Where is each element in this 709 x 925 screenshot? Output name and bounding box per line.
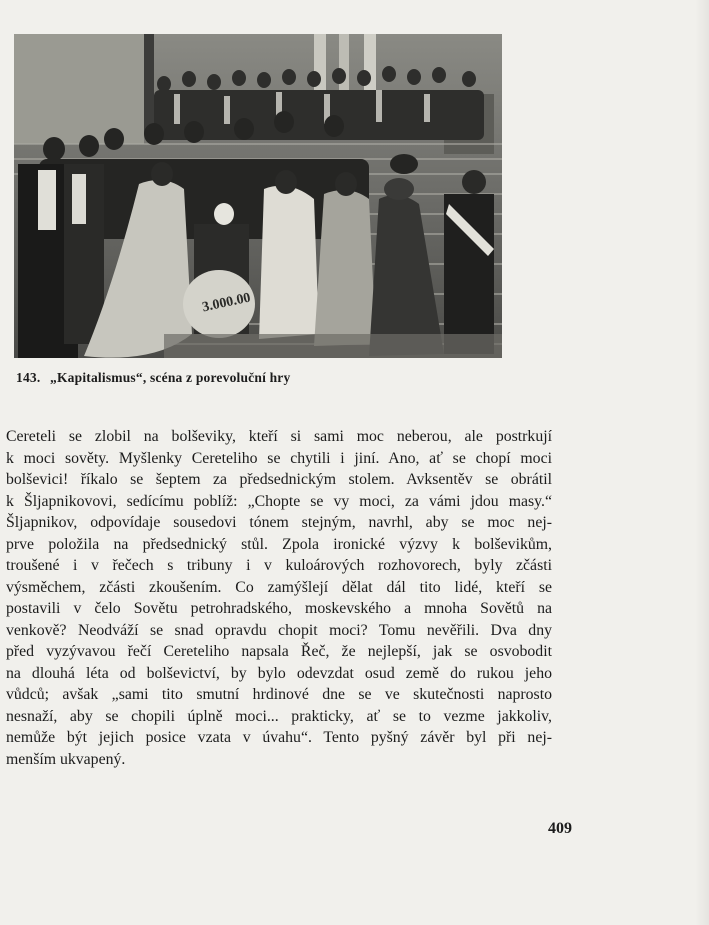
text-line: prve položila na předsednický stůl. Zpola ironické výzvy k bolševikům, [6,535,552,553]
money-sack-label: 3.000.00 [200,290,252,316]
theatre-scene-illustration [14,34,502,358]
text-line: před vyzývavou řečí Cereteliho napsala Řeč, že nejlepší, jak se osvobodit [6,643,552,660]
page-number: 409 [548,820,572,837]
text-line: postavili v čelo Sovětu petrohradského, moskevského a mnoha Sovětů na [6,600,552,617]
text-line: vůdců; avšak „sami tito smutní hrdinové dne se ve skutečnosti naprosto [6,686,552,703]
text-line: bolševici! říkalo se šeptem za předsednickým stolem. Avksentěv se obrátil [6,471,552,488]
text-line: menším ukvapený. [6,750,126,768]
text-line: nemůže být jejich posice vzata v úvahu“. Tento pyšný závěr byl při nej- [6,729,552,746]
text-line: na dlouhá léta od bolševictví, by bylo odevzdat osud země do rukou jeho [6,664,552,682]
figure-number: 143. [16,370,41,385]
text-line: výsměchem, zčásti zkoušením. Co zamýšlejí dělat dál tito lidé, kteří se [6,578,552,596]
text-line: k moci sověty. Myšlenky Cereteliho se chytili i jiní. Ano, ať se chopí moci [6,449,552,467]
figure-photograph [14,34,502,358]
page-edge-shadow [695,0,709,925]
text-line: troušené i v řečech s tribuny i v kuloárových rozhovorech, byly zčásti [6,557,552,574]
text-line: venkově? Neodváží se snad opravdu chopit moci? Tomu nevěřili. Dva dny [6,621,552,639]
text-line: Cereteli se zlobil na bolševiky, kteří si sami moc neberou, ale postrkují [6,428,552,445]
text-line: nesnaží, aby se chopili úplně moci... prakticky, ať se to vezme jakkoliv, [6,707,552,725]
text-line: k Šljapnikovovi, sedícímu poblíž: „Chopte se vy moci, za vámi jdou masy.“ [6,492,552,510]
figure-caption [16,370,290,386]
body-paragraph [6,426,552,770]
text-line: Šljapnikov, odpovídaje sousedovi tónem stejným, navrhl, aby se moc nej- [6,514,552,531]
figure-caption-text: „Kapitalismus“, scéna z porevoluční hry [50,370,291,385]
